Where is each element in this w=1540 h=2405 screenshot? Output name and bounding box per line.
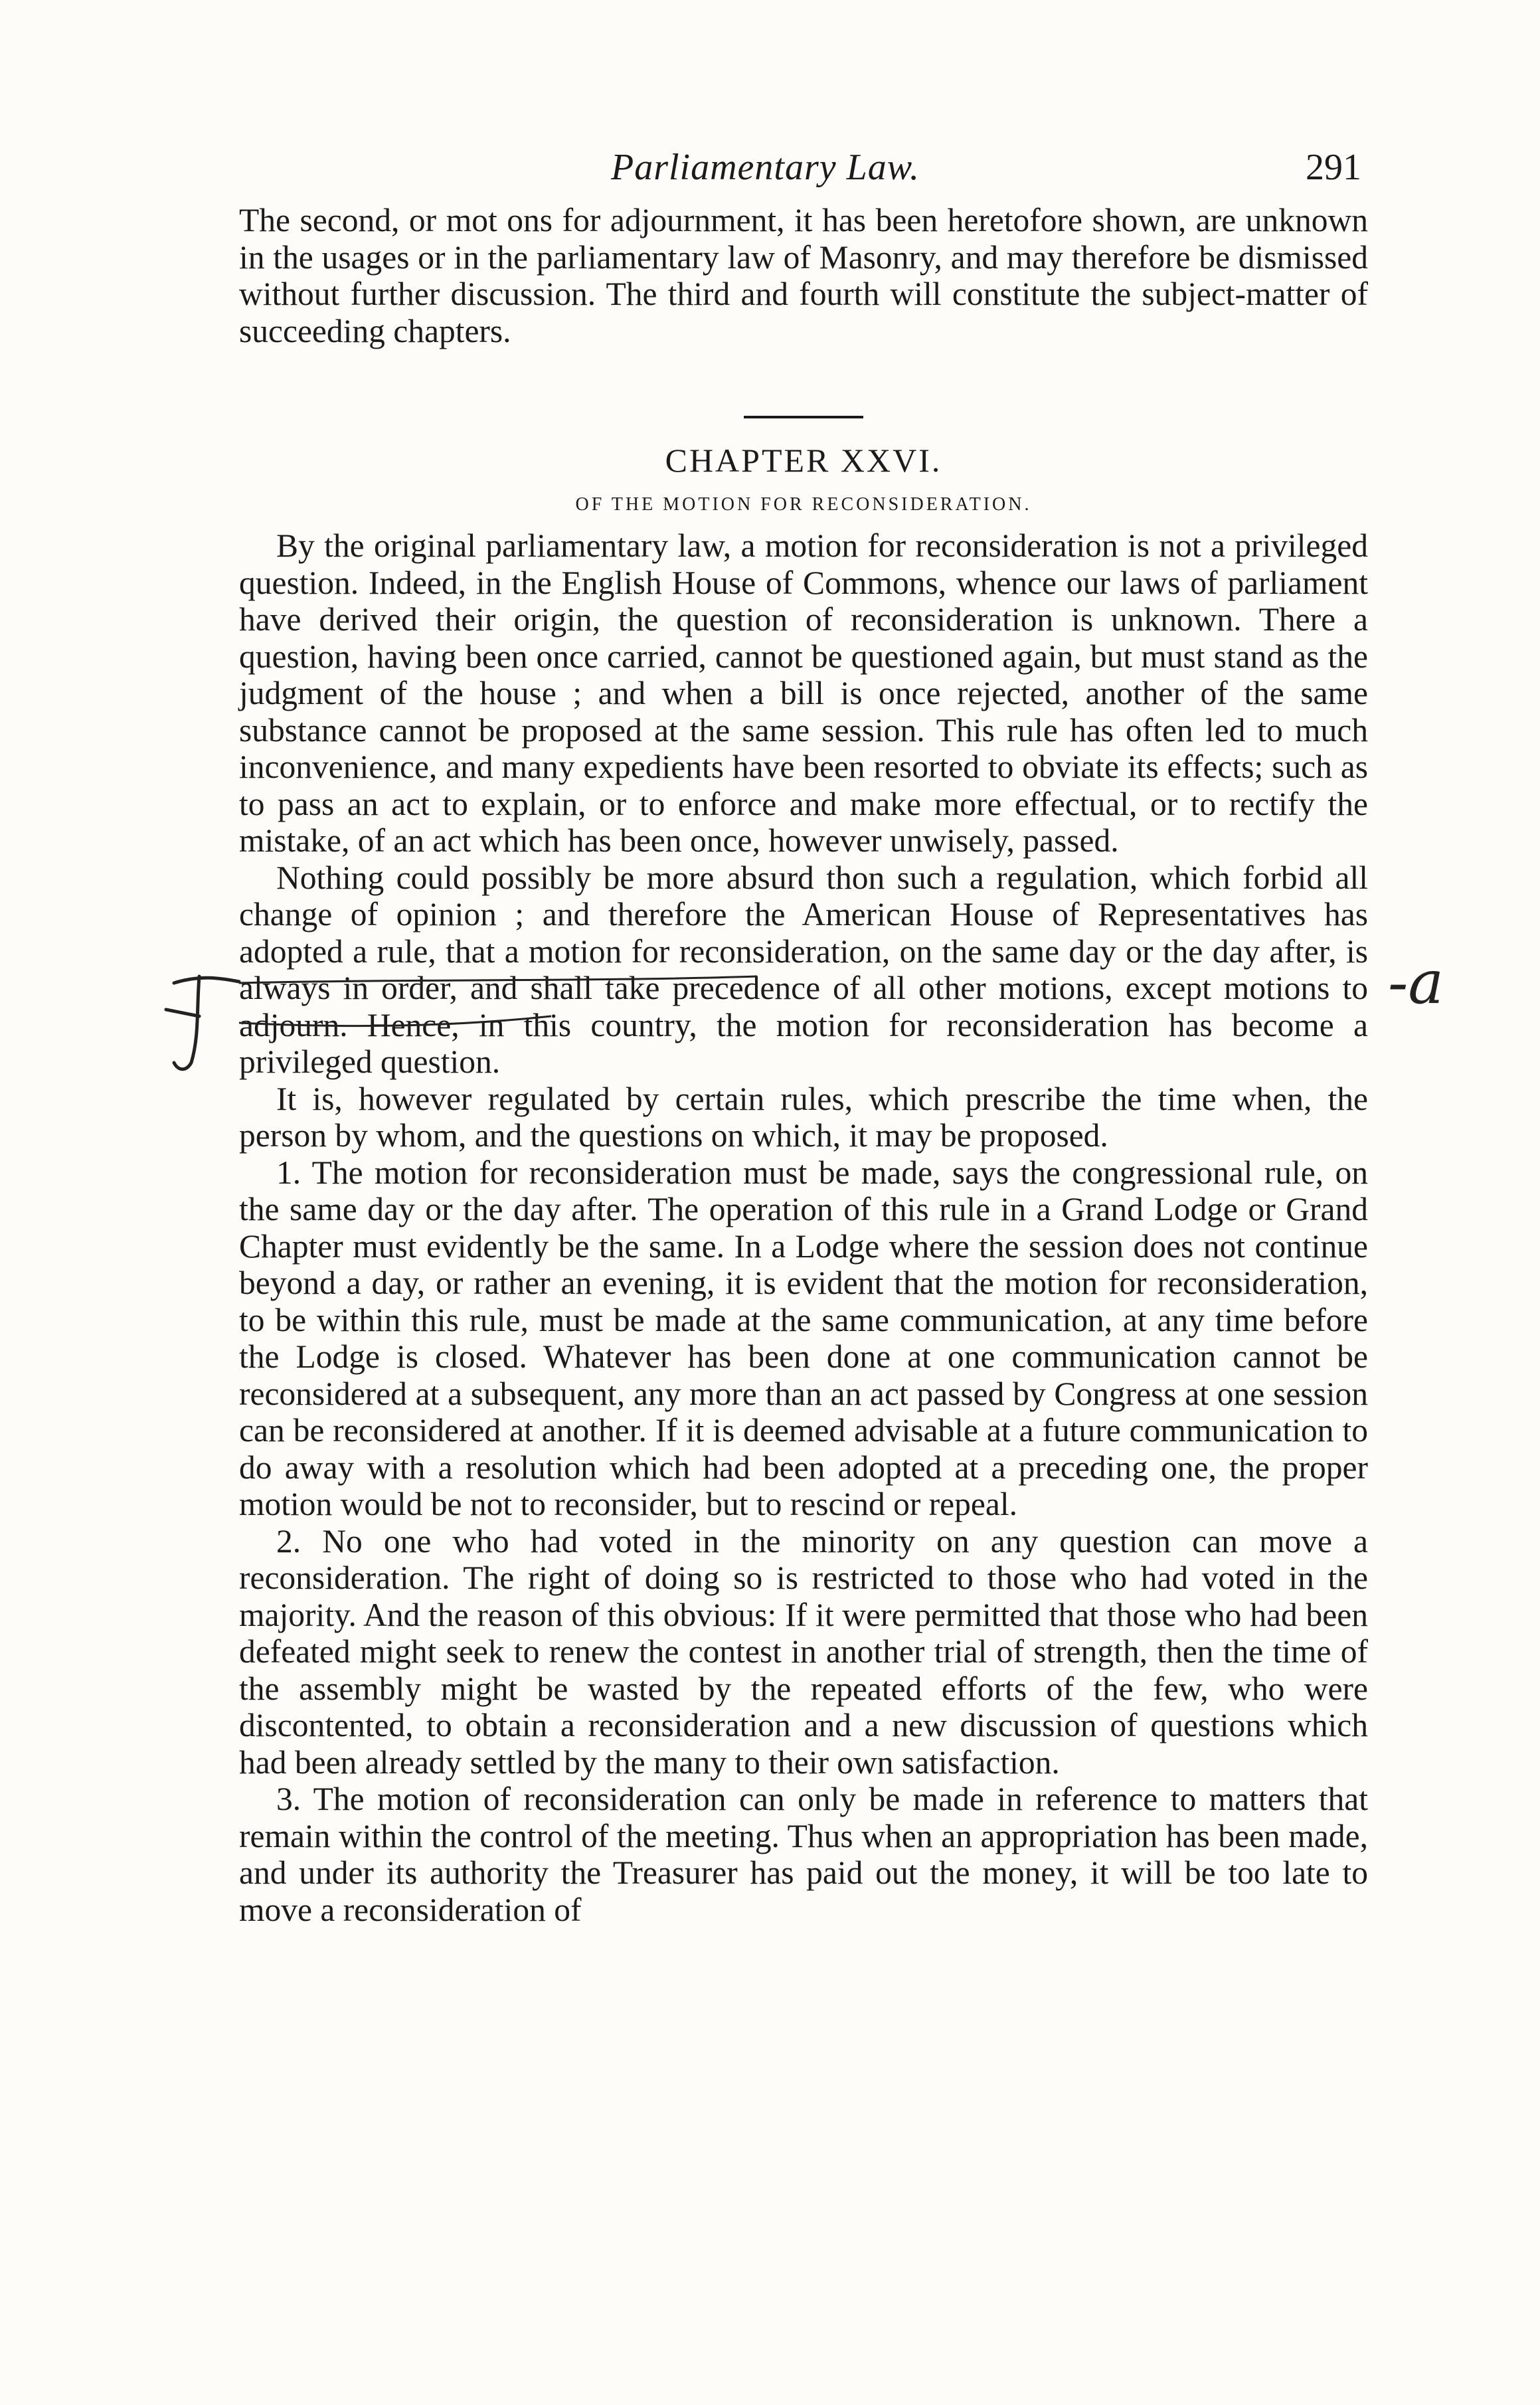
body-paragraph-3: It is, however regulated by certain rules, which prescribe the time when, the person by whom, and the questions on which, it may be proposed.	[239, 1080, 1368, 1154]
margin-hook-mark	[166, 976, 239, 1069]
chapter-title: CHAPTER XXVI.	[665, 442, 942, 479]
chapter-subtitle: OF THE MOTION FOR RECONSIDERATION.	[575, 494, 1032, 515]
body-paragraph-2: Nothing could possibly be more absurd thon such a regulation, which forbid all change of opinion ; and therefore the American House of Representatives has adopted a rule, that a motion for reconsideration, on the same day or the day after, is always in order, and shall take precedence of all other motions, except motions to adjourn. Hence, in this country, the motion for reconsideration has become a privileged question.	[239, 859, 1368, 1080]
running-head	[239, 141, 1368, 202]
section-divider	[744, 416, 863, 418]
body-paragraph-1: By the original parliamentary law, a motion for reconsideration is not a privileged question. Indeed, in the English House of Commons, whence our laws of parliament have derived their origin, the question of reconsideration is unknown. There a question, having been once carried, cannot be questioned again, but must stand as the judgment of the house ; and when a bill is once rejected, another of the same substance cannot be proposed at the same session. This rule has often led to much inconvenience, and many expedients have been resorted to obviate its effects; such as to pass an act to explain, or to enforce and make more effectual, or to rectify the mistake, of an act which has been once, however unwisely, passed.	[239, 527, 1368, 859]
right-margin-note: -a	[1388, 948, 1444, 1018]
intro-paragraph: The second, or mot ons for adjournment, it has been heretofore shown, are unknown in the usages or in the parliamentary law of Masonry, and may therefore be dismissed without further discussion. The third and fourth will constitute the subject-matter of succeeding chapters.	[239, 202, 1368, 349]
running-title: Parliamentary Law.	[611, 147, 920, 188]
body-paragraph-4: 1. The motion for reconsideration must be made, says the congressional rule, on the same day or the day after. The operation of this rule in a Grand Lodge or Grand Chapter must evidently be the same. In a Lodge where the session does not continue beyond a day, or rather an evening, it is evident that the motion for reconsideration, to be within this rule, must be made at the same communication, at any time before the Lodge is closed. Whatever has been done at one communication cannot be reconsidered at a subsequent, any more than an act passed by Congress at one session can be reconsidered at another. If it is deemed advisable at a future communication to do away with a resolution which had been adopted at a preceding one, the proper motion would be not to reconsider, but to rescind or repeal.	[239, 1154, 1368, 1522]
page-number: 291	[1306, 147, 1361, 188]
body-paragraph-5: 2. No one who had voted in the minority on any question can move a reconsideration. The right of doing so is restricted to those who had voted in the majority. And the reason of this obvious: If it were permitted that those who had been defeated might seek to renew the contest in another trial of strength, then the time of the assembly might be wasted by the repeated efforts of the few, who were discontented, to obtain a reconsideration and a new discussion of questions which had been already settled by the many to their own satisfaction.	[239, 1522, 1368, 1781]
book-page	[239, 141, 1368, 1928]
body-paragraph-6: 3. The motion of reconsideration can only be made in reference to matters that remain within the control of the meeting. Thus when an appropriation has been made, and under its authority the Treasurer has paid out the money, it will be too late to move a reconsideration of	[239, 1781, 1368, 1928]
